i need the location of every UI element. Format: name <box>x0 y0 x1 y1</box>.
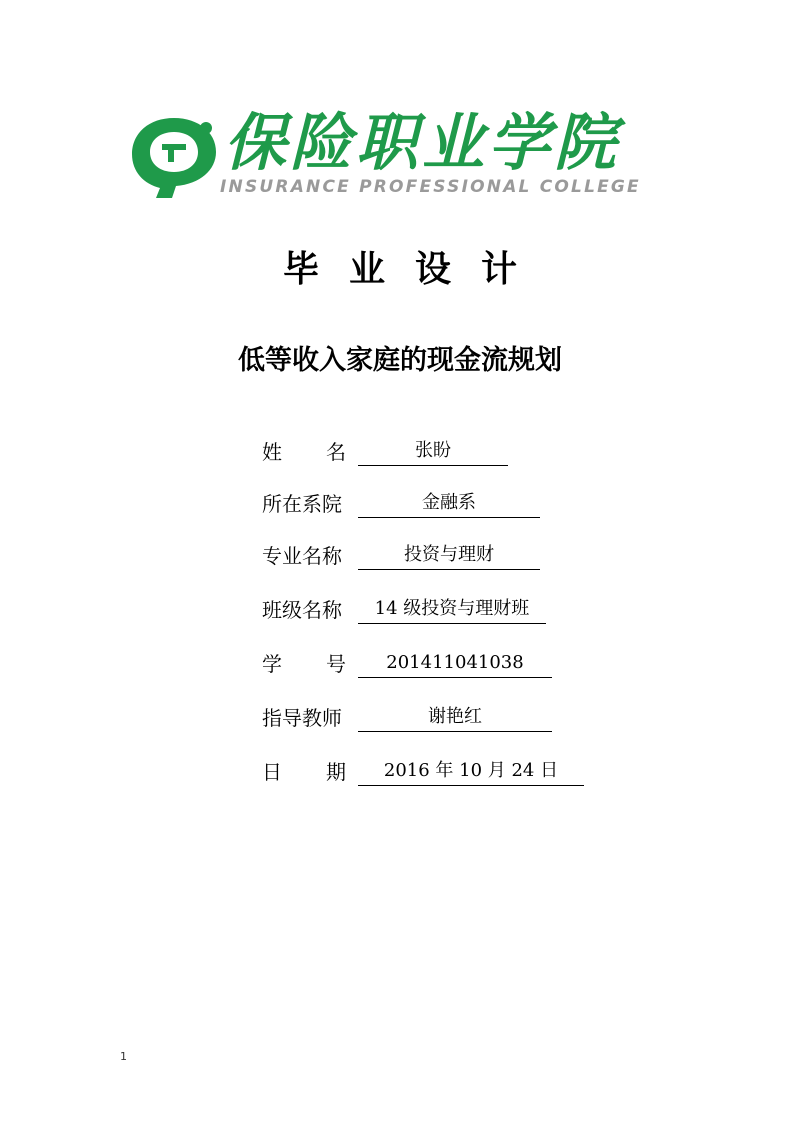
field-row-name <box>262 432 451 466</box>
field-value: 201411041038 <box>358 650 552 678</box>
thesis-title: 低等收入家庭的现金流规划 <box>238 345 562 376</box>
field-row-date <box>262 752 559 786</box>
field-value: 投资与理财 <box>358 542 540 570</box>
field-label-text: 专业名称 <box>262 544 342 568</box>
document-type-title: 毕业设计 <box>282 249 547 290</box>
field-label <box>262 438 390 466</box>
field-value: 14 级投资与理财班 <box>358 596 546 624</box>
field-value: 谢艳红 <box>358 704 552 732</box>
field-label-text: 所在系院 <box>262 492 342 516</box>
field-label <box>262 596 354 624</box>
field-label <box>262 542 354 570</box>
college-name-en: INSURANCE PROFESSIONAL COLLEGE <box>220 177 641 197</box>
field-row-department <box>262 484 476 518</box>
field-label-text: 日期 <box>262 760 390 784</box>
college-name-cn: 保险职业学院 <box>224 106 621 179</box>
field-value: 金融系 <box>358 490 540 518</box>
field-label <box>262 704 354 732</box>
field-label <box>262 650 390 678</box>
field-row-advisor <box>262 698 482 732</box>
field-label-text: 班级名称 <box>262 598 342 622</box>
field-label-text: 指导教师 <box>262 706 342 730</box>
field-label-text: 学号 <box>262 652 390 676</box>
field-row-class <box>262 590 530 624</box>
page-number: 1 <box>120 1050 127 1063</box>
field-value: 张盼 <box>358 438 508 466</box>
field-row-major <box>262 536 494 570</box>
field-label <box>262 490 354 518</box>
field-row-student-id <box>262 644 524 678</box>
field-label <box>262 758 390 786</box>
field-label-text: 姓名 <box>262 440 390 464</box>
insurance-logo-mark-icon <box>128 114 220 198</box>
field-value: 2016 年 10 月 24 日 <box>358 758 584 786</box>
college-logo <box>128 108 658 200</box>
